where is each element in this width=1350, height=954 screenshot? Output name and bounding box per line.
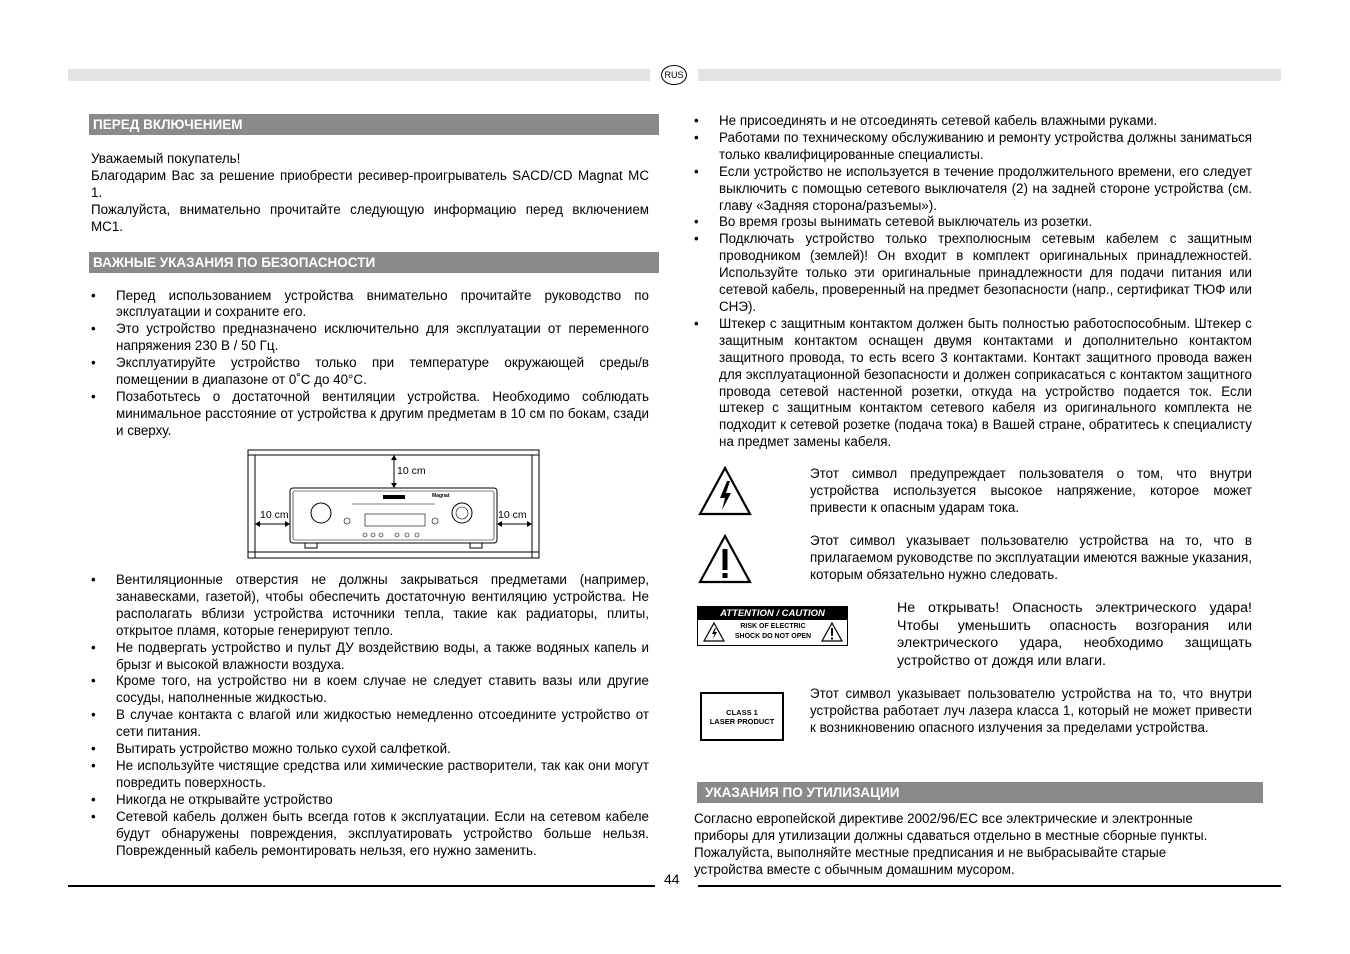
read-info-paragraph: Пожалуйста, внимательно прочитайте следующую информацию перед включением МС1. [91,201,649,234]
safety-list-b [91,572,649,859]
caution-label-line1: RISK OF ELECTRIC [740,623,806,630]
list-item: • Перед использованием устройства внимательно прочитайте руководство по эксплуатации и сохраните его. [91,288,649,322]
list-item: • Вентиляционные отверстия не должны закрываться предметами (например, занавесками, газетой), чтобы обеспечить достаточную вентиляцию устройства. Не располагать вблизи устройства источники тепла, такие как радиаторы, плиты, открытое пламя, которые генерируют тепло. [91,572,649,640]
warning-exclamation-icon [697,533,753,590]
list-item: • Сетевой кабель должен быть всегда готов к эксплуатации. Если на сетевом кабеле будут обнаружены повреждения, эксплуатировать устройство больше нельзя. Поврежденный кабель ремонтировать нельзя, его нужно заменить. [91,809,649,860]
clearance-left-label: 10 cm [260,509,289,521]
list-item: • Это устройство предназначено исключительно для эксплуатации от переменного напряжения 230 В / 50 Гц. [91,321,649,355]
list-item: • В случае контакта с влагой или жидкостью немедленно отсоедините устройство от сети питания. [91,707,649,741]
section-heading-disposal: УКАЗАНИЯ ПО УТИЛИЗАЦИИ [697,782,1263,803]
high-voltage-text: Этот символ предупреждает пользователя о том, что внутри устройства используется высокое напряжение, которое может привести к опасным ударам тока. [810,466,1252,515]
laser-label-line1: CLASS 1 [726,707,758,717]
list-item: • Не присоединять и не отсоединять сетевой кабель влажными руками. [694,113,1252,130]
caution-label-line2: SHOCK DO NOT OPEN [734,633,812,640]
list-item: • Вытирать устройство можно только сухой салфеткой. [91,741,649,758]
caution-label-header: ATTENTION / CAUTION [698,607,847,620]
list-item: • Кроме того, на устройство ни в коем случае не следует ставить вазы или другие сосуды, наполненные жидкостью. [91,673,649,707]
safety-list-a [91,288,649,440]
disposal-line: приборы для утилизации должны сдаваться отдельно в местные сборные пункты. [694,827,1208,843]
language-badge: RUS [661,65,687,85]
laser-text: Этот символ указывает пользователю устройства на то, что внутри устройства работает луч лазера класса 1, который не может привести к возникновению опасного излучения за пределами устройства. [810,686,1252,735]
header-bar-left [68,69,650,81]
high-voltage-icon [697,465,753,522]
clearance-right-label: 10 cm [498,509,527,521]
section-heading-before-use: ПЕРЕД ВКЛЮЧЕНИЕМ [89,114,659,135]
list-item: • Эксплуатируйте устройство только при температуре окружающей среды/в помещении в диапазоне от 0˚С до 40°С. [91,355,649,389]
list-item: • Если устройство не используется в течение продолжительного времени, его следует выключить с помощью сетевого выключателя (2) на задней стороне устройства (см. главу «Задняя сторона/разъемы»). [694,164,1252,215]
list-item: • Позаботьтесь о достаточной вентиляции устройства. Необходимо соблюдать минимальное расстояние от устройства к другим предметам в 10 см по бокам, сзади и сверху. [91,389,649,440]
page-number: 44 [664,871,680,887]
list-item: • Во время грозы вынимать сетевой выключатель из розетки. [694,214,1252,231]
footer-rule-right [698,885,1281,887]
left-column [91,114,649,440]
caution-shock-icon [703,622,725,642]
greeting: Уважаемый покупатель! [91,151,241,166]
caution-exclamation-icon [821,622,843,642]
device-brand-logo: Magnat [432,493,450,499]
list-item: • Подключать устройство только трехполюсным сетевым кабелем с защитным проводником (землей)! Он входит в комплект оригинальных принадлежностей. Используйте только эти оригинальные принадлежности для подачи питания или сетевой кабель, проверенный на предмет безопасности (напр., сертификат ТЮФ или СНЭ). [694,231,1252,316]
list-item: • Не подвергать устройство и пульт ДУ воздействию воды, а также водяных капель и брызг и высокой влажности воздуха. [91,640,649,674]
list-item: • Работами по техническому обслуживанию и ремонту устройства должны заниматься только квалифицированные специалисты. [694,130,1252,164]
right-column [694,113,1252,451]
header-bar-right [698,69,1281,81]
disposal-text [694,811,1264,879]
footer-rule-left [68,885,655,887]
safety-list-right [694,113,1252,451]
clearance-top-label: 10 cm [397,465,426,477]
laser-label-line2: LASER PRODUCT [709,716,775,726]
disposal-line: Пожалуйста, выполняйте местные предписания и не выбрасывайте старые [694,844,1167,860]
ventilation-diagram [247,449,540,563]
list-item: • Не используйте чистящие средства или химические растворители, так как они могут повредить поверхность. [91,758,649,792]
exclamation-text: Этот символ указывает пользователю устройства на то, что в прилагаемом руководстве по эксплуатации имеются важные указания, которым обязательно нужно следовать. [810,533,1253,582]
list-item: • Штекер с защитным контактом должен быть полностью работоспособным. Штекер с защитным контактом оснащен двумя контактами и дополнительно контактом защитного провода, то есть всего 3 контактами. Контакт защитного провода важен для эксплуатационной безопасности и должен соприкасаться с контактом защитного провода сетевой настенной розетки, откуда на устройство подается ток. Если штекер с защитным контактом сетевого кабеля из оригинального комплекта не подходит к сетевой розетке (подача тока) в Вашей стране, обратитесь к специалисту на предмет замены кабеля. [694,316,1252,451]
section-heading-safety: ВАЖНЫЕ УКАЗАНИЯ ПО БЕЗОПАСНОСТИ [89,252,659,273]
disposal-line: устройства вместе с обычным домашним мусором. [694,861,1015,877]
ventilation-diagram-svg [247,449,540,563]
disposal-line: Согласно европейской директиве 2002/96/ЕС все электрические и электронные [694,811,1193,826]
caution-label [697,606,848,646]
laser-product-label [700,692,784,741]
list-item: • Никогда не открывайте устройство [91,792,649,809]
left-column-lower [91,572,649,859]
thanks-paragraph: Благодарим Вас за решение приобрести ресивер-проигрыватель SACD/CD Magnat MC 1. [91,167,649,200]
caution-text: Не открывать! Опасность электрического удара! Чтобы уменьшить опасность возгорания или электрического удара, необходимо защищать устройство от дождя или влаги. [897,600,1252,669]
